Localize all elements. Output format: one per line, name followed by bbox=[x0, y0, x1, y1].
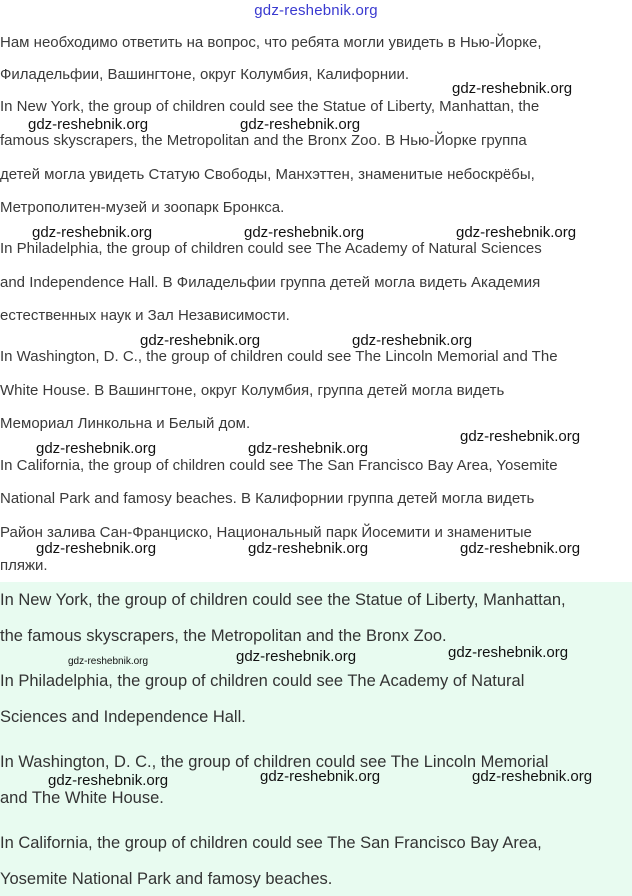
watermark: gdz-reshebnik.org bbox=[36, 440, 157, 457]
watermark: gdz-reshebnik.org bbox=[456, 224, 577, 241]
explanation-line: and Independence Hall. В Филадельфии группа детей могла видеть Академия bbox=[0, 274, 541, 291]
watermark: gdz-reshebnik.org bbox=[28, 116, 149, 133]
explanation-line: In New York, the group of children could see the Statue of Liberty, Manhattan, the bbox=[0, 98, 540, 115]
explanation-line: Нам необходимо ответить на вопрос, что ребята могли увидеть в Нью-Йорке, bbox=[0, 34, 542, 51]
watermark: gdz-reshebnik.org bbox=[68, 656, 149, 667]
watermark: gdz-reshebnik.org bbox=[452, 80, 573, 97]
watermark: gdz-reshebnik.org bbox=[244, 224, 365, 241]
explanation-line: National Park and famosy beaches. В Калифорнии группа детей могла видеть bbox=[0, 490, 535, 507]
watermark: gdz-reshebnik.org bbox=[36, 540, 157, 557]
answer-line: In New York, the group of children could see the Statue of Liberty, Manhattan, bbox=[0, 591, 566, 609]
watermark: gdz-reshebnik.org bbox=[240, 116, 361, 133]
watermark: gdz-reshebnik.org bbox=[248, 540, 369, 557]
explanation-line: Район залива Сан-Франциско, Национальный парк Йосемити и знаменитые bbox=[0, 524, 532, 541]
explanation-line: White House. В Вашингтоне, округ Колумбия, группа детей могла видеть bbox=[0, 382, 505, 399]
explanation-line: Метрополитен-музей и зоопарк Бронкса. bbox=[0, 199, 285, 216]
explanation-line: пляжи. bbox=[0, 557, 48, 574]
answer-line: Yosemite National Park and famosy beaches. bbox=[0, 870, 333, 888]
answer-box bbox=[0, 582, 632, 896]
answer-line: In Philadelphia, the group of children could see The Academy of Natural bbox=[0, 672, 525, 690]
answer-line: In California, the group of children could see The San Francisco Bay Area, bbox=[0, 834, 542, 852]
watermark: gdz-reshebnik.org bbox=[460, 540, 581, 557]
explanation-line: In California, the group of children could see The San Francisco Bay Area, Yosemite bbox=[0, 457, 558, 474]
answer-line: Sciences and Independence Hall. bbox=[0, 708, 246, 726]
watermark: gdz-reshebnik.org bbox=[32, 224, 153, 241]
explanation-line: Мемориал Линкольна и Белый дом. bbox=[0, 415, 251, 432]
explanation-line: детей могла увидеть Статую Свободы, Манхэттен, знаменитые небоскрёбы, bbox=[0, 166, 535, 183]
watermark: gdz-reshebnik.org bbox=[448, 644, 569, 661]
answer-line: the famous skyscrapers, the Metropolitan and the Bronx Zoo. bbox=[0, 627, 447, 645]
watermark: gdz-reshebnik.org bbox=[260, 768, 381, 785]
watermark: gdz-reshebnik.org bbox=[472, 768, 593, 785]
explanation-line: In Washington, D. C., the group of children could see The Lincoln Memorial and The bbox=[0, 348, 558, 365]
explanation-line: famous skyscrapers, the Metropolitan and the Bronx Zoo. В Нью-Йорке группа bbox=[0, 132, 527, 149]
explanation-line: Филадельфии, Вашингтоне, округ Колумбия, Калифорнии. bbox=[0, 66, 410, 83]
watermark: gdz-reshebnik.org bbox=[460, 428, 581, 445]
watermark: gdz-reshebnik.org bbox=[236, 648, 357, 665]
watermark: gdz-reshebnik.org bbox=[140, 332, 261, 349]
explanation-line: естественных наук и Зал Независимости. bbox=[0, 307, 290, 324]
watermark: gdz-reshebnik.org bbox=[352, 332, 473, 349]
answer-line: In Washington, D. C., the group of children could see The Lincoln Memorial bbox=[0, 753, 549, 771]
watermark: gdz-reshebnik.org bbox=[248, 440, 369, 457]
answer-line: and The White House. bbox=[0, 789, 164, 807]
explanation-line: In Philadelphia, the group of children could see The Academy of Natural Sciences bbox=[0, 240, 542, 257]
site-header[interactable]: gdz-reshebnik.org bbox=[254, 2, 378, 19]
watermark: gdz-reshebnik.org bbox=[48, 772, 169, 789]
